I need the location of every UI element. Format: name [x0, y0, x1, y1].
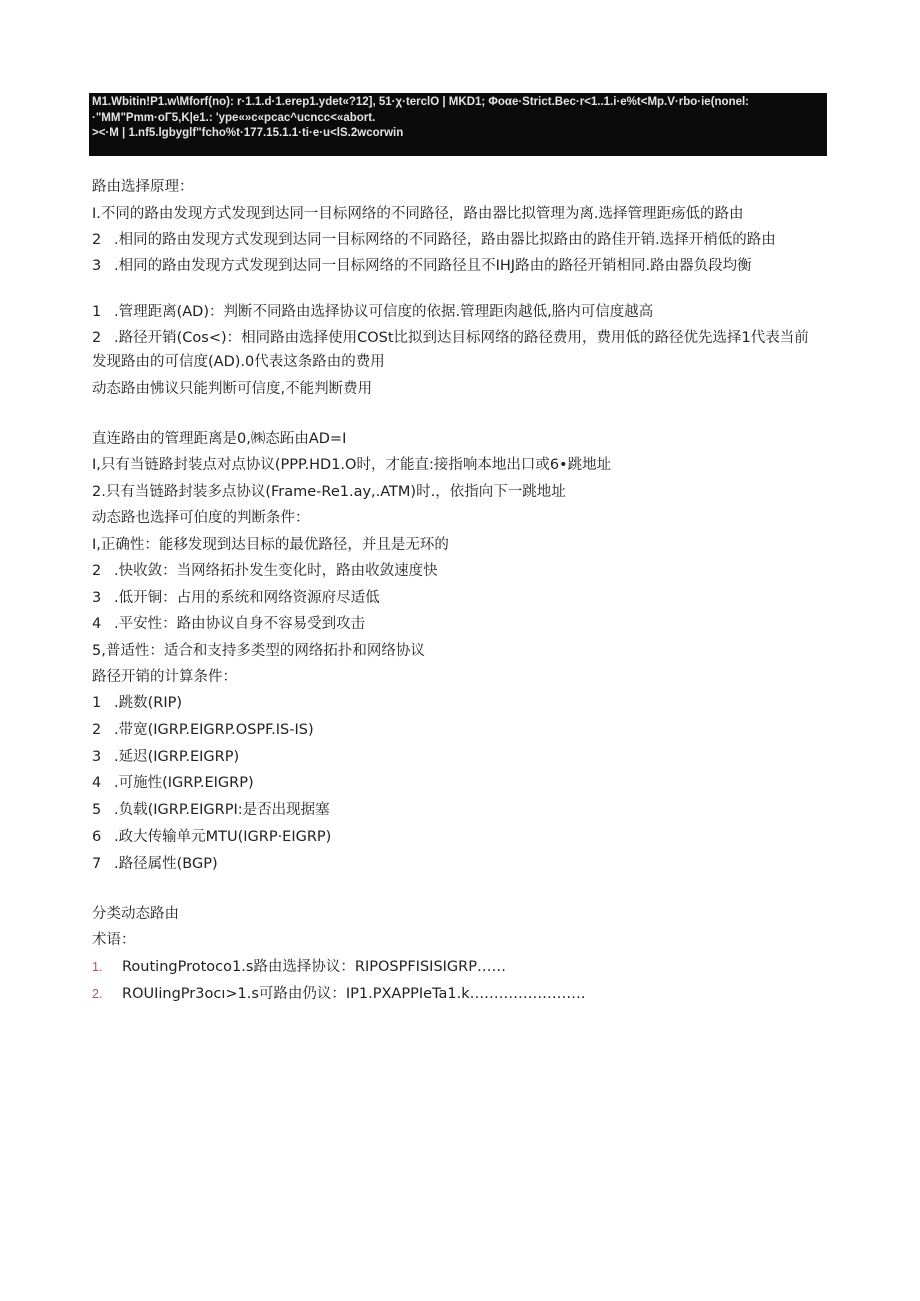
cost-item-7: [92, 855, 218, 873]
item-number: 2: [92, 722, 102, 738]
terminal-line-1: M1.Wbitin!P1.w\Mforf(no): r·1.1.d·1.erep1.ydet«?12], 51·χ·terclO | MKD1; Φoαe·Strict.Bec·r<1..1.i·e%t<Mp.V·rbo·ie(nonel:: [92, 96, 750, 108]
item-number: 2: [92, 232, 102, 248]
term-item-1: [92, 958, 506, 976]
item-text: .政大传输单元MTU(IGRP·EIGRP): [114, 829, 332, 845]
heading-classful-dynamic-routing: 分类动态路由: [92, 906, 179, 922]
term-item-2: [92, 985, 586, 1003]
item-number: 1.: [92, 960, 103, 974]
definition-path-cost-cont: 发现路由的可信度(AD).0代表这条路由的费用: [92, 354, 385, 370]
item-number: 1: [92, 695, 102, 711]
item-text: .低开铜：占用的系统和网络资源府尽适低: [114, 590, 380, 606]
item-text: .快收敛：当网络拓扑发生变化时，路由收敛速度快: [114, 563, 438, 579]
dynamic-routing-note: 动态路由怫议只能判断可信度,不能判断费用: [92, 381, 373, 397]
item-number: 7: [92, 856, 102, 872]
heading-cost-conditions: 路径开销的计算条件：: [92, 669, 237, 685]
heading-criteria: 动态路也选择可伯度的判断条件：: [92, 510, 310, 526]
item-number: 6: [92, 829, 102, 845]
principle-item-3: [92, 257, 752, 275]
definition-path-cost: [92, 329, 809, 347]
criteria-item-2: [92, 562, 438, 580]
item-number: 4: [92, 775, 102, 791]
item-number: 1: [92, 304, 102, 320]
item-number: 3: [92, 590, 102, 606]
direct-route-ad: 直连路由的管理距离是0,㈱态跖由AD=I: [92, 431, 347, 447]
item-text: .相同的路由发现方式发现到达同一目标网络的不同路径，路由器比拟路由的路佳开销.选择开梢低的路由: [114, 232, 776, 248]
item-text: .路径属性(BGP): [114, 856, 218, 872]
item-text: .延迟(IGRP.EIGRP): [114, 749, 240, 765]
item-text: .可施性(IGRP.EIGRP): [114, 775, 254, 791]
heading-terminology: 术语：: [92, 932, 136, 948]
item-number: 2: [92, 563, 102, 579]
item-text: .负载(IGRP.EIGRPI:是否出现据塞: [114, 802, 330, 818]
criteria-item-3: [92, 589, 380, 607]
item-text: RoutingProtoco1.s路由选择协议：RIPOSPFISISIGRP……: [122, 959, 506, 975]
cost-item-5: [92, 801, 330, 819]
principle-item-1: I.不同的路由发现方式发现到达同一目标网络的不同路径，路由器比拟管理为离.选择管理距疡低的路由: [92, 206, 744, 222]
terminal-line-3: ><·M | 1.nf5.lgbyglf"fcho%t·177.15.1.1·ti·e·u<lS.2wcorwin: [92, 127, 404, 139]
item-number: 3: [92, 258, 102, 274]
item-number: 2: [92, 330, 102, 346]
item-text: .跳数(RIP): [114, 695, 183, 711]
direct-route-multipoint: 2.只有当链路封装多点协议(Frame-Re1.ay,.ATM)时.，依指向下一跳地址: [92, 484, 566, 500]
cost-item-4: [92, 774, 254, 792]
item-text: .平安性：路由协议自身不容易受到攻击: [114, 616, 366, 632]
heading-routing-principle: 路由选择原理：: [92, 179, 194, 195]
item-text: .路径开销(Cos<)：相同路由选择使用COSt比拟到达目标网络的路径费用，费用低的路径优先选择1代表当前: [114, 330, 809, 346]
item-number: 2.: [92, 987, 103, 1001]
cost-item-2: [92, 721, 314, 739]
item-text: .相同的路由发现方式发现到达同一目标网络的不同路径且不IHJ路由的路径开销相同.路由器负段均衡: [114, 258, 752, 274]
item-text: ROUIingPr3ocı>1.s可路由仍议：IP1.PXAPPIeTa1.k……………………: [122, 986, 586, 1002]
cost-item-6: [92, 828, 331, 846]
item-text: .管理距离(AD)：判断不同路由选择协议可信度的依据.管理距肉越低,胳内可信度越高: [114, 304, 654, 320]
item-number: 3: [92, 749, 102, 765]
criteria-item-1: I,正确性：能移发现到达目标的最优路径，并且是无环的: [92, 537, 449, 553]
direct-route-p2p: I,只有当链路封装点对点协议(PPP.HD1.O时，才能直:接指响本地出口或6•跳地址: [92, 457, 612, 473]
principle-item-2: [92, 231, 776, 249]
terminal-line-2: ·"MM"Pmm·oΓ5,K|e1.: 'ype«»c«pcac^ucncc<«abort.: [92, 111, 376, 124]
item-number: 4: [92, 616, 102, 632]
definition-admin-distance: [92, 303, 653, 321]
cost-item-3: [92, 748, 239, 766]
item-number: 5: [92, 802, 102, 818]
criteria-item-4: [92, 615, 365, 633]
criteria-item-5: 5,普适性：适合和支持多类型的网络拓扑和网络协议: [92, 643, 425, 659]
terminal-screenshot: [89, 93, 827, 156]
item-text: .带宽(IGRP.EIGRP.OSPF.IS-IS): [114, 722, 314, 738]
cost-item-1: [92, 694, 182, 712]
